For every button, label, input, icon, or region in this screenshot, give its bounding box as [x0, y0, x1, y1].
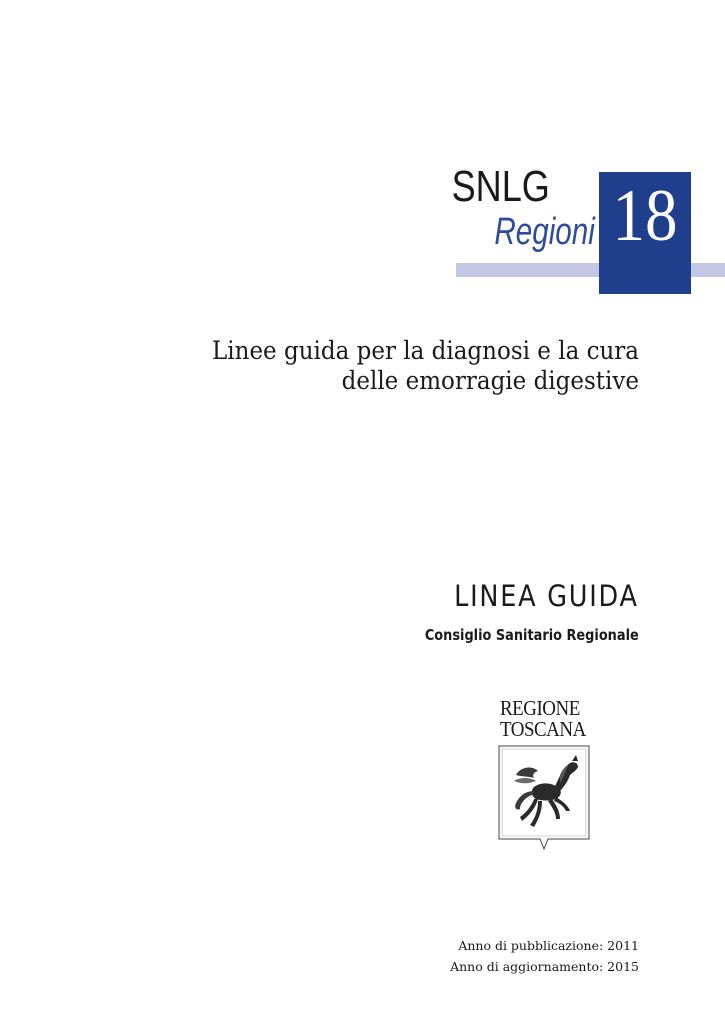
series-name: SNLG [451, 162, 550, 211]
logo-text-line-1: REGIONE [500, 696, 580, 720]
winged-horse-shield-icon [498, 745, 590, 853]
publication-year: Anno di pubblicazione: 2011 [458, 938, 639, 953]
publication-dates [450, 935, 639, 977]
series-subtitle: Regioni [494, 211, 595, 253]
series-header [0, 0, 725, 300]
update-year: Anno di aggiornamento: 2015 [450, 959, 639, 974]
document-title-line-1: Linee guida per la diagnosi e la cura [212, 336, 639, 365]
document-author: Consiglio Sanitario Regionale [425, 626, 639, 644]
logo-text-line-2: TOSCANA [500, 717, 586, 741]
series-number: 18 [612, 175, 678, 257]
document-type: LINEA GUIDA [454, 579, 639, 613]
document-title [161, 336, 639, 396]
regione-toscana-logo [496, 698, 596, 858]
logo-text [500, 698, 586, 740]
document-title-line-2: delle emorragie digestive [341, 366, 639, 395]
series-number-box [599, 172, 691, 294]
